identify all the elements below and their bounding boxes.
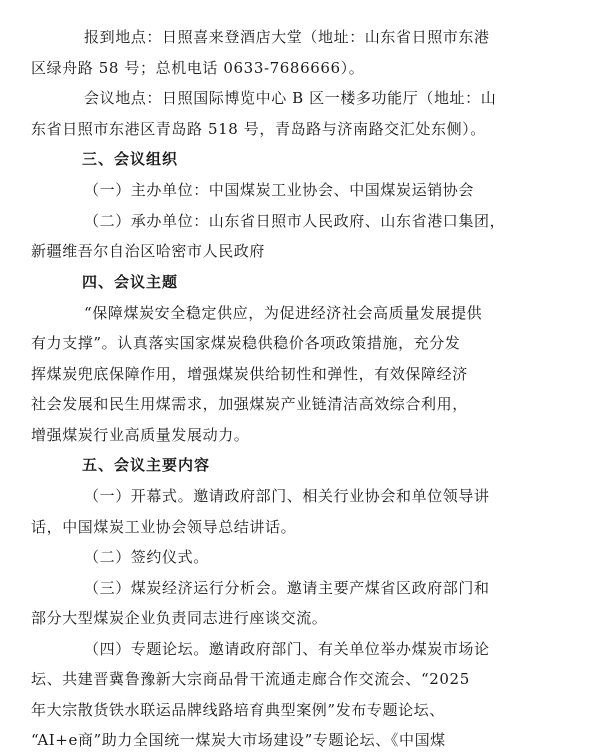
text-line: 会议地点：日照国际博览中心 B 区一楼多功能厅（地址：山 <box>84 89 497 107</box>
section-heading-organization: 三、会议组织 <box>82 150 179 168</box>
text-line: （二）签约仪式。 <box>84 548 209 566</box>
text-line: “AI+e商”助力全国统一煤炭大市场建设”专题论坛、《中国煤 <box>31 731 446 749</box>
text-line: 报到地点：日照喜来登酒店大堂（地址：山东省日照市东港 <box>84 28 490 46</box>
text-line: （一）开幕式。邀请政府部门、相关行业协会和单位领导讲 <box>84 487 490 505</box>
para-meeting-location <box>31 83 560 144</box>
text-line: （三）煤炭经济运行分析会。邀请主要产煤省区政府部门和 <box>84 578 490 597</box>
text-line: （一）主办单位：中国煤炭工业协会、中国煤炭运销协会 <box>84 181 475 199</box>
text-line: 年大宗散货铁水联运品牌线路培育典型案例”发布专题论坛、 <box>31 700 445 719</box>
para-forum <box>31 634 560 756</box>
para-organizer <box>31 206 560 267</box>
para-analysis <box>31 573 560 634</box>
text-line: （四）专题论坛。邀请政府部门、有关单位举办煤炭市场论 <box>84 639 490 658</box>
section-heading-theme: 四、会议主题 <box>82 272 179 291</box>
para-signing <box>31 542 560 573</box>
text-line: 部分大型煤炭企业负责同志进行座谈交流。 <box>31 609 328 627</box>
para-host <box>31 175 560 206</box>
text-line: （二）承办单位：山东省日照市人民政府、山东省港口集团， <box>84 211 506 230</box>
text-line: 挥煤炭兜底保障作用，增强煤炭供给韧性和弹性，有效保障经济 <box>31 364 468 383</box>
para-report-location <box>31 22 560 83</box>
text-line: 坛、共建晋冀鲁豫新大宗商品骨干流通走廊合作交流会、“2025 <box>31 670 470 688</box>
text-line: 社会发展和民生用煤需求，加强煤炭产业链清洁高效综合利用， <box>31 395 468 413</box>
text-line: “保障煤炭安全稳定供应，为促进经济社会高质量发展提供 <box>84 303 483 322</box>
text-line: 东省日照市东港区青岛路 518 号，青岛路与济南路交汇处东侧）。 <box>31 119 486 138</box>
text-line: 增强煤炭行业高质量发展动力。 <box>31 425 250 444</box>
text-line: 新疆维吾尔自治区哈密市人民政府 <box>31 242 266 260</box>
text-line: 话，中国煤炭工业协会领导总结讲话。 <box>31 517 297 536</box>
text-line: 有力支撑”。认真落实国家煤炭稳供稳价各项政策措施，充分发 <box>31 334 461 352</box>
section-heading-content: 五、会议主要内容 <box>82 456 211 474</box>
para-opening <box>31 481 560 542</box>
para-theme <box>31 298 560 451</box>
text-line: 区绿舟路 58 号；总机电话 0633-7686666）。 <box>31 58 365 77</box>
